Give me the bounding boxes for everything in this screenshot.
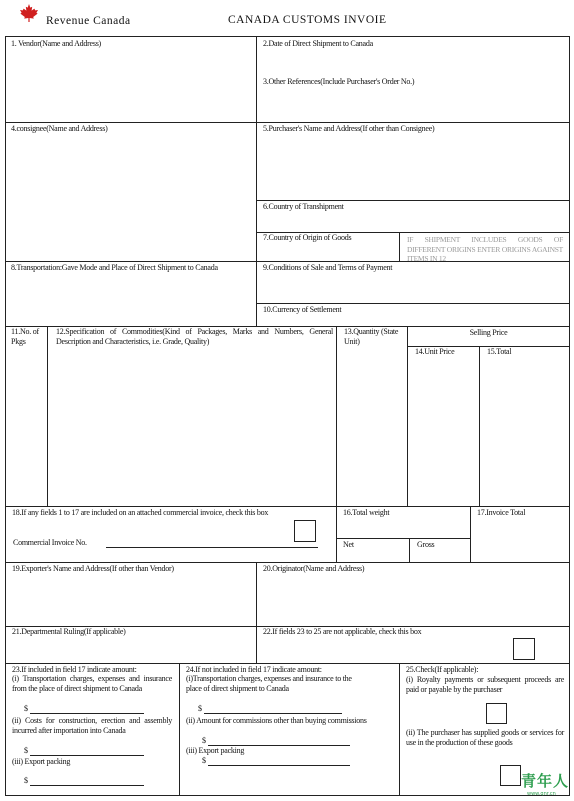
field-24-iii-amount[interactable] <box>208 756 350 766</box>
field-3-label: 3.Other References(Include Purchaser's Order No.) <box>263 77 415 86</box>
field-23-i-dollar: $ <box>24 704 28 713</box>
field-25-ii-checkbox[interactable] <box>500 765 521 786</box>
field-16-label: 16.Total weight <box>343 508 390 517</box>
field-15-label: 15.Total <box>487 347 512 356</box>
field-24-iii-label: (iii) Export packing <box>186 746 245 755</box>
field-5-purchaser[interactable] <box>256 122 570 201</box>
watermark-logo: 青年人 <box>521 772 570 790</box>
field-4-consignee[interactable] <box>5 122 257 262</box>
field-24-ii-label: (ii) Amount for commissions other than buying commissions <box>186 716 367 725</box>
field-23-title: 23.If included in field 17 indicate amount: <box>12 665 137 674</box>
commercial-invoice-no-field[interactable] <box>106 537 318 548</box>
field-22-checkbox[interactable] <box>513 638 535 660</box>
field-24-i-dollar: $ <box>198 704 202 713</box>
field-23-i-amount[interactable] <box>30 704 144 714</box>
field-24-i-label: (i)Transportation charges, expenses and insurance to the place of direct shipment to Canada <box>186 674 352 693</box>
gross-weight-label[interactable]: Gross <box>417 540 435 549</box>
field-25-i-label: (i) Royalty payments or subsequent proceeds are paid or payable by the purchaser <box>406 675 564 694</box>
field-24-i-amount[interactable] <box>204 704 342 714</box>
field-11-label: 11.No. of Pkgs <box>11 327 39 346</box>
field-23-iii-dollar: $ <box>24 776 28 785</box>
maple-leaf-icon <box>19 3 39 23</box>
field-20-label: 20.Originator(Name and Address) <box>263 564 365 573</box>
field-22-label: 22.If fields 23 to 25 are not applicable, check this box <box>263 627 422 636</box>
field-12-specification[interactable] <box>47 326 337 507</box>
field-19-label: 19.Exporter's Name and Address(If other than Vendor) <box>12 564 174 573</box>
field-6-transhipment[interactable] <box>256 200 570 233</box>
field-14-unit-price[interactable] <box>407 346 480 507</box>
selling-price-label: Selling Price <box>469 328 508 337</box>
field-24-title: 24.If not included in field 17 indicate amount: <box>186 665 322 674</box>
field-2-label: 2.Date of Direct Shipment to Canada <box>263 39 373 48</box>
field-2-3-block[interactable] <box>256 36 570 123</box>
field-25-i-checkbox[interactable] <box>486 703 507 724</box>
agency-name: Revenue Canada <box>46 15 131 27</box>
field-14-label: 14.Unit Price <box>415 347 455 356</box>
field-9-label: 9.Conditions of Sale and Terms of Payment <box>263 263 393 272</box>
field-10-label: 10.Currency of Settlement <box>263 305 342 314</box>
field-1-vendor[interactable] <box>5 36 257 123</box>
field-19-exporter[interactable] <box>5 562 257 627</box>
field-25-ii-label: (ii) The purchaser has supplied goods or services for use in the production of these goods <box>406 728 564 747</box>
field-21-label: 21.Departmental Ruling(If applicable) <box>12 627 126 636</box>
field-7-divider <box>399 233 400 261</box>
field-24-not-included-amounts <box>179 663 400 796</box>
field-7-note: IF SHIPMENT INCLUDES GOODS OF DIFFERENT ORIGINS ENTER ORIGINS AGAINST ITEMS IN 12 <box>407 235 563 263</box>
field-13-quantity[interactable] <box>336 326 408 507</box>
form-title: CANADA CUSTOMS INVOIE <box>228 14 387 26</box>
field-8-label: 8.Transportation:Gave Mode and Place of Direct Shipment to Canada <box>11 263 218 272</box>
field-25-title: 25.Check(If applicable): <box>406 665 479 674</box>
field-15-total[interactable] <box>479 346 570 507</box>
field-23-iii-amount[interactable] <box>30 776 144 786</box>
field-18-label: 18.If any fields 1 to 17 are included on an attached commercial invoice, check this box <box>12 508 269 517</box>
field-23-iii-label: (iii) Export packing <box>12 757 71 766</box>
field-18-attached-invoice <box>5 506 337 563</box>
field-4-label: 4.consignee(Name and Address) <box>11 124 108 133</box>
field-13-label: 13.Quantity (State Unit) <box>344 327 399 346</box>
field-7-label: 7.Country of Origin of Goods <box>263 233 352 242</box>
commercial-invoice-no-label: Commercial Invoice No. <box>13 538 87 547</box>
weight-divider-v <box>409 538 410 562</box>
watermark-url: www.qnr.cn <box>527 791 556 797</box>
field-24-iii-dollar: $ <box>202 756 206 765</box>
net-weight-label[interactable]: Net <box>343 540 354 549</box>
field-6-label: 6.Country of Transhipment <box>263 202 344 211</box>
field-16-total-weight <box>336 506 471 563</box>
field-1-label: 1. Vendor(Name and Address) <box>11 39 101 48</box>
field-17-invoice-total[interactable] <box>470 506 570 563</box>
field-5-label: 5.Purchaser's Name and Address(If other than Consignee) <box>263 124 435 133</box>
weight-divider-h <box>337 538 470 539</box>
field-12-label: 12.Specification of Commodities(Kind of Packages, Marks and Numbers, General Description and Characteristics, i.e. Grade, Quality) <box>56 327 333 346</box>
field-23-ii-dollar: $ <box>24 746 28 755</box>
field-8-transportation[interactable] <box>5 261 257 327</box>
field-23-i-label: (i) Transportation charges, expenses and insurance from the place of direct shipment to Canada <box>12 674 172 693</box>
field-23-included-amounts <box>5 663 180 796</box>
field-23-ii-label: (ii) Costs for construction, erection and assembly incurred after importation into Canada <box>12 716 172 735</box>
field-21-ruling[interactable] <box>5 626 257 664</box>
field-11-packages[interactable] <box>5 326 48 507</box>
field-17-label: 17.Invoice Total <box>477 508 526 517</box>
field-7-origin[interactable] <box>256 232 570 262</box>
selling-price-header <box>407 326 570 347</box>
field-22-not-applicable <box>256 626 570 664</box>
field-24-ii-dollar: $ <box>202 736 206 745</box>
field-23-ii-amount[interactable] <box>30 746 144 756</box>
field-10-currency[interactable] <box>256 303 570 327</box>
field-9-conditions[interactable] <box>256 261 570 304</box>
field-24-ii-amount[interactable] <box>208 736 350 746</box>
field-20-originator[interactable] <box>256 562 570 627</box>
